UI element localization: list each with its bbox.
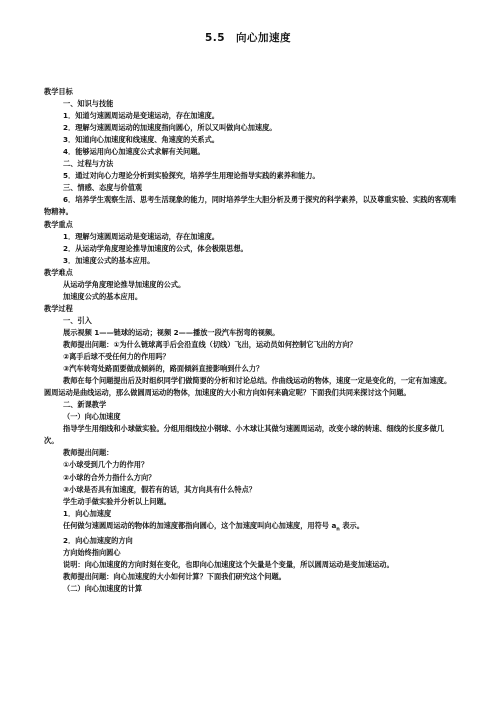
text-line: 3．知道向心加速度和线速度、角速度的关系式。 [63,135,219,145]
text-line: 方向始终指向圆心 [63,548,121,558]
page-title: 5.5 向心加速度 [204,32,292,44]
text-line: 3．加速度公式的基本应用。 [63,255,155,265]
text-line: ③汽车转弯处路面要做成倾斜的，路面倾斜直接影响到什么力？ [63,364,264,374]
text-line: 二、过程与方法 [63,159,114,169]
text-line: 2．从运动学角度理论推导加速度的公式，体会极限思想。 [63,243,248,253]
text-line: 5．通过对向心力理论分析到实验探究，培养学生用理论指导实践的素养和能力。 [63,171,320,181]
text-line: 教学目标 [44,87,73,96]
text-line: 三、情感、态度与价值观 [63,183,143,193]
text-line: 教师提出问题：向心加速度的大小如何计算？下面我们研究这个问题。 [63,572,286,582]
text-line: 从运动学角度理论推导加速度的公式。 [63,279,186,289]
text-line: 2．向心加速度的方向 [63,536,133,546]
text-line: 一、知识与技能 [63,99,114,109]
text-line: 指导学生用细线和小球做实验。分组用细线拉小钢球、小木球让其做匀速圆周运动，改变小球的转速、细线的长度多做几次。 [44,424,444,446]
text-line: （一）向心加速度 [63,412,121,422]
text-line: 加速度公式的基本应用。 [63,291,143,301]
text-line: 教学重点 [44,219,73,229]
text-line: ①小球受到几个力的作用？ [63,460,149,470]
document-body [44,86,458,595]
text-line: ②离手后球不受任何力的作用吗？ [63,352,170,362]
text-line: 一、引入 [63,315,92,325]
text-line: 二、新课教学 [63,400,107,410]
text-line: 展示视频 1——链球的运动；视频 2——播放一段汽车拐弯的视频。 [63,327,280,337]
text-line: （二）向心加速度的计算 [63,584,143,594]
text-line: 教师提出问题：①为什么链球离手后会沿直线（切线）飞出，运动员如何控制它飞出的方向？ [63,339,357,349]
text-line: 6．培养学生观察生活、思考生活现象的能力，同时培养学生大胆分析及勇于探究的科学素养，以及尊重实验、实践的客观唯物精神。 [44,195,457,217]
text-line: 教师提出问题： [63,448,114,458]
text-line: ②小球的合外力指什么方向？ [63,472,156,482]
text-line: 教师在每个问题提出后及时组织同学们做简要的分析和讨论总结。作曲线运动的物体，速度一定是变化的，一定有加速度。圆周运动是曲线运动，那么做圆周运动的物体，加速度的大小和方向如何来确定呢？下面我们共同来探讨这个问题。 [44,376,452,398]
text-line: 任何做匀速圆周运动的物体的加速度都指向圆心，这个加速度叫向心加速度，用符号 $a_n$ 表示。 [63,520,364,533]
text-line: 4．能够运用向心加速度公式求解有关问题。 [63,147,205,157]
text-line: 学生动手做实验并分析以上问题。 [63,496,171,506]
text-line: 2．理解匀速圆周运动的加速度指向圆心，所以又叫做向心加速度。 [63,123,277,133]
text-line: 1．理解匀速圆周运动是变速运动，存在加速度。 [63,231,219,241]
text-line: 1．知道匀速圆周运动是变速运动，存在加速度。 [63,111,219,121]
text-line: ③小球是否具有加速度，假若有的话，其方向具有什么特点？ [63,484,256,494]
text-line: 教学难点 [44,267,73,277]
text-line: 说明：向心加速度的方向时刻在变化，也即向心加速度这个矢量是个变量，所以圆周运动是变加速运动。 [63,560,394,570]
text-line: 教学过程 [44,303,73,313]
text-line: 1．向心加速度 [63,508,112,518]
